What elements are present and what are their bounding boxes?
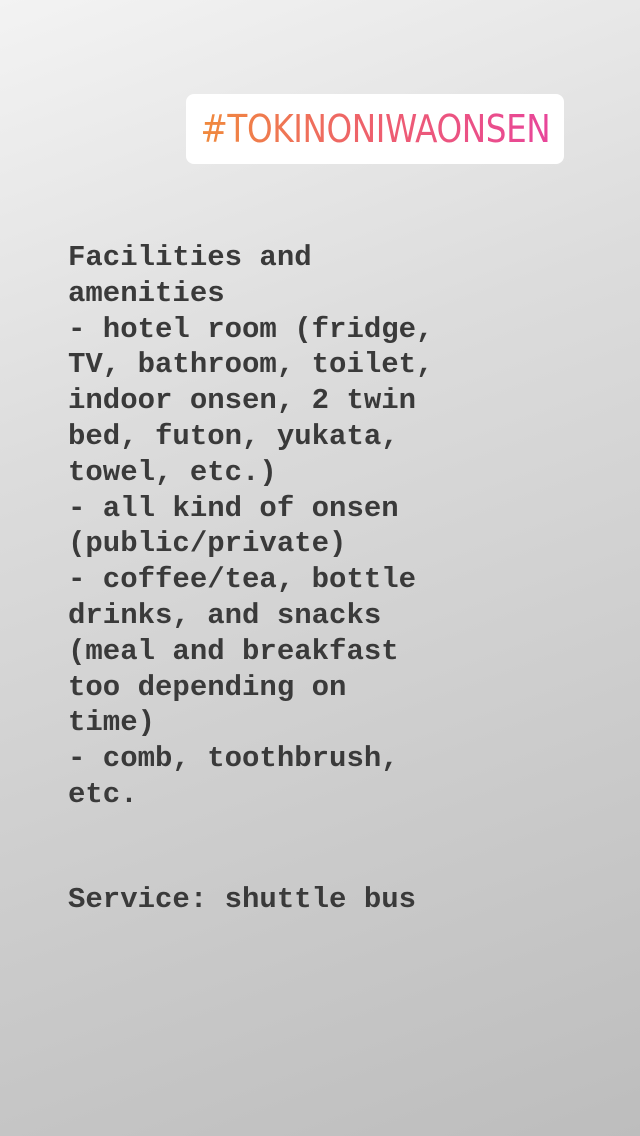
caption-line: - coffee/tea, bottle (68, 563, 417, 597)
caption-line: TV, bathroom, toilet, (68, 348, 434, 382)
caption-line: - all kind of onsen (68, 491, 399, 525)
caption-line: time) (68, 706, 156, 740)
caption-text-block (68, 240, 588, 813)
caption-line: indoor onsen, 2 twin (68, 384, 417, 418)
caption-line: Facilities and (68, 241, 312, 274)
caption-line: - hotel room (fridge, (68, 312, 434, 346)
caption-line: (meal and breakfast (68, 634, 399, 668)
caption-line: drinks, and snacks (68, 598, 382, 632)
caption-line: - comb, toothbrush, (68, 742, 399, 776)
hashtag-sticker[interactable] (186, 94, 564, 164)
caption-line: (public/private) (68, 527, 347, 561)
caption-line: too depending on (68, 670, 347, 704)
caption-line: bed, futon, yukata, (68, 419, 399, 453)
service-text: Service: shuttle bus (68, 883, 417, 916)
caption-line: etc. (68, 777, 138, 811)
hashtag-text: #TOKINONIWAONSEN (200, 107, 550, 151)
caption-line: towel, etc.) (68, 455, 277, 489)
caption-line: amenities (68, 276, 225, 310)
